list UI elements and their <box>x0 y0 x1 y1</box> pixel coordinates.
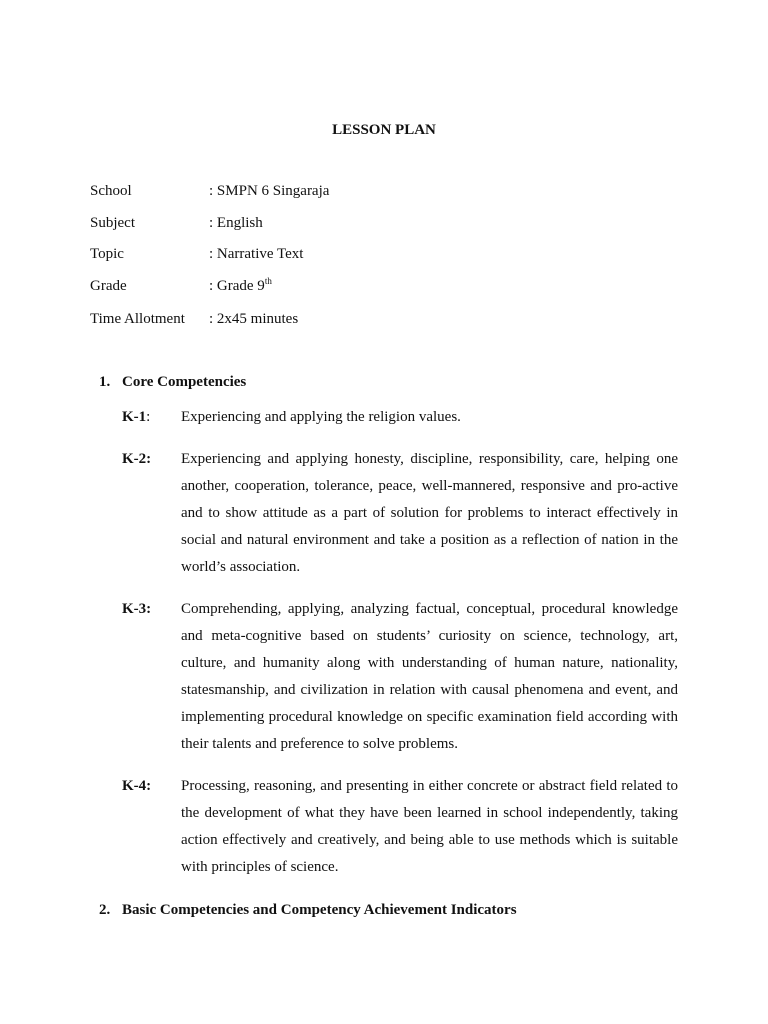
competency-k2 <box>122 446 678 581</box>
info-value <box>209 276 272 296</box>
info-label: Topic <box>90 246 124 262</box>
info-value: : Narrative Text <box>209 246 304 262</box>
section-number: 2. <box>99 902 111 918</box>
info-value: : 2x45 minutes <box>209 311 299 327</box>
info-label: Subject <box>90 215 135 231</box>
grade-superscript: th <box>264 276 272 286</box>
info-value: : SMPN 6 Singaraja <box>209 183 330 199</box>
competency-k1 <box>122 404 678 431</box>
section-heading-basic-competencies <box>99 902 517 919</box>
competency-code: K-2: <box>122 451 152 467</box>
competency-text: Experiencing and applying honesty, discipline, responsibility, care, helping one another, cooperation, tolerance, peace, well-mannered, responsive and pro-active and to show attitude as a part of solution for problems to interact effectively in social and natural environment and take a position as a reflection of nation in the world’s association. <box>181 451 678 575</box>
section-heading-core-competencies <box>99 374 246 391</box>
info-label: Grade <box>90 278 127 294</box>
competency-k3 <box>122 596 678 758</box>
competency-code: K-3: <box>122 601 152 617</box>
competency-text: Experiencing and applying the religion values. <box>181 409 461 425</box>
competency-k4 <box>122 773 678 881</box>
competency-text: Comprehending, applying, analyzing factual, conceptual, procedural knowledge and meta-cognitive based on students’ curiosity on science, technology, art, culture, and humanity along with understanding of human nature, nationality, statesmanship, and civilization in relation with causal phenomena and event, and implementing procedural knowledge on specific examination field according with their talents and preference to solve problems. <box>181 601 678 752</box>
document-title: LESSON PLAN <box>332 122 436 138</box>
section-number: 1. <box>99 374 111 390</box>
section-title: Core Competencies <box>122 374 247 390</box>
info-label: Time Allotment <box>90 311 185 327</box>
competency-code: K-1: <box>122 409 151 425</box>
info-label: School <box>90 183 132 199</box>
info-value: : English <box>209 215 263 231</box>
grade-value: : Grade 9 <box>209 278 265 294</box>
competency-text: Processing, reasoning, and presenting in either concrete or abstract field related to the development of what they have been learned in school independently, taking action effectively and creatively, and being able to use methods which is suitable with principles of science. <box>181 778 678 875</box>
section-title: Basic Competencies and Competency Achievement Indicators <box>122 902 517 918</box>
competency-code: K-4: <box>122 778 152 794</box>
